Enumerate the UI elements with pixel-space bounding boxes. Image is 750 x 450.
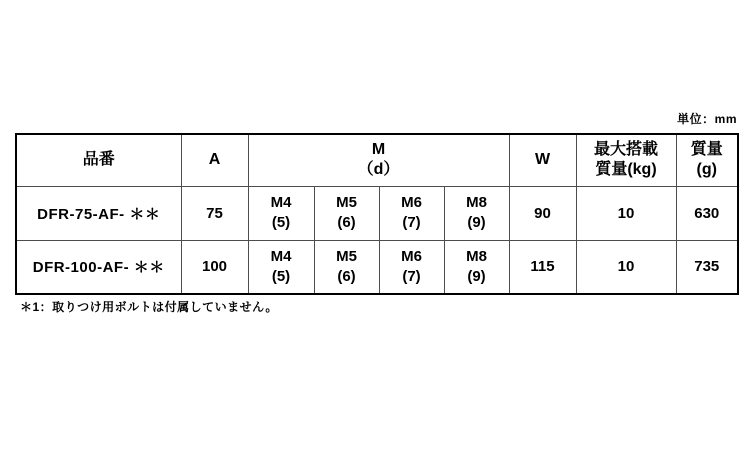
cell-max-load: 10 <box>576 186 676 240</box>
unit-label: 単位：mm <box>677 112 737 126</box>
cell-a: 100 <box>181 240 248 294</box>
header-a <box>181 134 248 186</box>
cell-m2-size: M5 <box>336 194 357 211</box>
cell-m3-d: (7) <box>402 267 421 285</box>
header-mass <box>676 134 738 186</box>
cell-a: 75 <box>181 186 248 240</box>
header-a-label: A <box>208 151 221 169</box>
cell-m4 <box>444 240 509 294</box>
cell-m1-size: M4 <box>270 247 292 265</box>
header-m <box>248 134 509 186</box>
cell-m2-d: (6) <box>337 214 356 231</box>
cell-m1-size: M4 <box>270 194 292 211</box>
cell-m3 <box>379 240 444 294</box>
cell-m4-size: M8 <box>466 247 487 265</box>
cell-m2-d: (6) <box>337 267 356 285</box>
cell-w: 90 <box>509 186 576 240</box>
header-m-sub-label: （d） <box>357 161 400 179</box>
header-w-label: W <box>534 151 551 169</box>
header-max-load-line1: 最大搭載 <box>593 141 658 159</box>
cell-m2 <box>314 240 379 294</box>
cell-m3 <box>379 186 444 240</box>
header-max-load <box>576 134 676 186</box>
cell-m4 <box>444 186 509 240</box>
cell-m3-size: M6 <box>401 247 422 265</box>
header-max-load-line2: 質量(kg) <box>595 161 657 179</box>
header-w <box>509 134 576 186</box>
cell-m2-size: M5 <box>336 247 357 265</box>
cell-m4-size: M8 <box>466 194 487 211</box>
header-mass-line2: (g) <box>696 161 717 179</box>
cell-mass: 735 <box>676 240 738 294</box>
header-mass-line1: 質量 <box>690 141 723 159</box>
cell-m1-d: (5) <box>271 267 291 285</box>
cell-m4-d: (9) <box>467 214 486 231</box>
cell-m3-d: (7) <box>402 214 421 231</box>
table-row <box>16 240 738 294</box>
footnote: ＊1：取りつけ用ボルトは付属していません。 <box>20 300 278 314</box>
cell-part-number: DFR-100-AF- ＊＊ <box>16 240 181 294</box>
cell-m2 <box>314 186 379 240</box>
spec-table <box>15 133 739 295</box>
cell-w: 115 <box>509 240 576 294</box>
cell-m3-size: M6 <box>401 194 422 211</box>
header-part-number <box>16 134 181 186</box>
cell-mass: 630 <box>676 186 738 240</box>
cell-m1-d: (5) <box>271 214 291 231</box>
cell-m4-d: (9) <box>467 267 486 285</box>
cell-m1 <box>248 240 314 294</box>
table-row <box>16 186 738 240</box>
table-header-row <box>16 134 738 186</box>
header-part-number-label: 品番 <box>82 151 115 169</box>
header-m-label: M <box>371 141 386 159</box>
cell-part-number: DFR-75-AF- ＊＊ <box>16 186 181 240</box>
cell-max-load: 10 <box>576 240 676 294</box>
cell-m1 <box>248 186 314 240</box>
